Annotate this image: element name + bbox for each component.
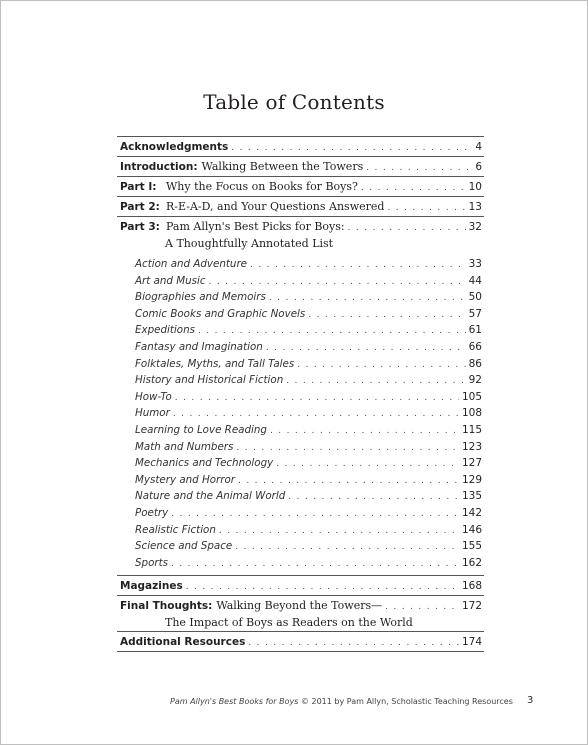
entry-text: Pam Allyn's Best Picks for Boys: [166, 220, 345, 233]
entry-label: Magazines [120, 580, 183, 593]
page-number: 10 [468, 181, 482, 193]
toc-entry-part-2 [117, 197, 484, 216]
sub-entry-label: Sports [135, 556, 169, 569]
page-number: 50 [468, 291, 482, 304]
dot-leader [238, 473, 459, 489]
dot-leader [385, 598, 459, 615]
sub-entry-label: Science and Space [135, 540, 233, 553]
sub-entry-label: Mechanics and Technology [135, 457, 274, 470]
toc-entry-acknowledgments [117, 137, 484, 156]
page-number: 4 [475, 141, 482, 153]
sub-entry-label: How-To [135, 390, 172, 403]
sub-entry-label: Comic Books and Graphic Novels [135, 307, 306, 320]
dot-leader [236, 440, 459, 456]
sub-entry-label: History and Historical Fiction [135, 374, 284, 387]
page-number: 86 [468, 357, 482, 370]
footer-credit: © 2011 by Pam Allyn, Scholastic Teaching Resources [300, 697, 513, 706]
dot-leader [308, 307, 465, 323]
sub-entry-label: Art and Music [135, 274, 206, 287]
page-number: 174 [461, 636, 482, 649]
entry-label: Acknowledgments [120, 141, 229, 153]
divider [117, 651, 484, 652]
dot-leader [175, 390, 459, 406]
sub-entry-label: Fantasy and Imagination [135, 340, 263, 353]
entry-label: Additional Resources [120, 636, 246, 649]
dot-leader [231, 139, 472, 156]
dot-leader [171, 556, 459, 572]
toc-sub-entry [117, 455, 484, 472]
page-number: 172 [461, 600, 482, 613]
footer-book-title: Pam Allyn's Best Books for Boys [170, 697, 299, 706]
page-number: 162 [461, 556, 482, 569]
sub-entry-label: Realistic Fiction [135, 523, 216, 536]
page-number: 168 [461, 580, 482, 593]
page-number: 92 [468, 374, 482, 387]
toc-entry-part-1 [117, 177, 484, 196]
sub-entry-label: Folktales, Myths, and Tall Tales [135, 357, 295, 370]
entry-text: Why the Focus on Books for Boys? [166, 180, 358, 193]
toc-sub-entry [117, 372, 484, 389]
dot-leader [173, 406, 459, 422]
page-number: 108 [461, 407, 482, 420]
page-number: 146 [461, 523, 482, 536]
page-number: 155 [461, 540, 482, 553]
entry-label: Part 2: [120, 201, 160, 213]
sub-entry-label: Mystery and Horror [135, 473, 236, 486]
toc-sub-entry [117, 422, 484, 439]
dot-leader [235, 539, 459, 555]
toc-sub-entry [117, 389, 484, 406]
toc-sub-entry [117, 505, 484, 522]
sub-entry-label: Expeditions [135, 324, 195, 337]
sub-entry-label: Learning to Love Reading [135, 423, 267, 436]
dot-leader [266, 340, 466, 356]
sub-entry-label: Humor [135, 407, 170, 420]
entry-label: Part I: [120, 181, 157, 193]
page-number: 33 [468, 258, 482, 270]
sub-entry-label: Poetry [135, 506, 169, 519]
dot-leader [387, 199, 465, 216]
toc-sub-entry [117, 306, 484, 323]
page-number: 123 [461, 440, 482, 453]
entry-label: Part 3: [120, 221, 160, 233]
entry-continuation: A Thoughtfully Annotated List [165, 237, 334, 250]
entry-label: Introduction: [120, 161, 198, 173]
dot-leader [276, 456, 459, 472]
page-number: 127 [461, 457, 482, 470]
dot-leader [219, 523, 459, 539]
page-footer [170, 697, 513, 706]
dot-leader [348, 219, 466, 236]
toc-sub-entry [117, 405, 484, 422]
dot-leader [209, 274, 466, 290]
table-of-contents [117, 136, 484, 652]
dot-leader [270, 423, 459, 439]
page-number: 105 [461, 390, 482, 403]
entry-text: Walking Beyond the Towers— [216, 599, 383, 613]
dot-leader [366, 159, 472, 176]
entry-continuation: The Impact of Boys as Readers on the World [165, 616, 413, 630]
page-number: 135 [461, 490, 482, 503]
page-number: 13 [468, 201, 482, 213]
toc-sub-entry [117, 555, 484, 572]
dot-leader [297, 357, 465, 373]
toc-sub-entry [117, 439, 484, 456]
dot-leader [286, 373, 465, 389]
page-number: 57 [468, 307, 482, 320]
page-number: 142 [461, 506, 482, 519]
dot-leader [269, 290, 466, 306]
toc-sub-entry [117, 322, 484, 339]
dot-leader [288, 489, 459, 505]
entry-text: Walking Between the Towers [201, 160, 364, 173]
sub-entry-label: Biographies and Memoirs [135, 291, 266, 304]
page-number: 61 [468, 324, 482, 337]
toc-entry-magazines [117, 576, 484, 595]
page-number: 129 [461, 473, 482, 486]
toc-sub-entry [117, 256, 484, 273]
entry-text: R-E-A-D, and Your Questions Answered [166, 200, 385, 213]
toc-entry-additional-resources [117, 632, 484, 651]
toc-sub-entry [117, 339, 484, 356]
sub-entries-list [117, 256, 484, 571]
dot-leader [198, 323, 466, 339]
dot-leader [361, 179, 466, 196]
dot-leader [248, 634, 459, 651]
sub-entry-label: Nature and the Animal World [135, 490, 286, 503]
page-title: Table of Contents [203, 90, 385, 114]
toc-entry-part-3 [117, 217, 484, 236]
page-number: 66 [468, 340, 482, 353]
page-number: 32 [468, 221, 482, 233]
toc-entry-introduction [117, 157, 484, 176]
toc-sub-entry [117, 522, 484, 539]
dot-leader [250, 257, 466, 273]
page-number: 6 [475, 161, 482, 173]
toc-sub-entry [117, 289, 484, 306]
toc-sub-entry [117, 538, 484, 555]
toc-sub-entry [117, 356, 484, 373]
entry-label: Final Thoughts: [120, 600, 213, 613]
page-number: 44 [468, 274, 482, 287]
toc-sub-entry [117, 273, 484, 290]
dot-leader [186, 578, 459, 595]
toc-sub-entry [117, 472, 484, 489]
sub-entry-label: Math and Numbers [135, 440, 234, 453]
sub-entry-label: Action and Adventure [135, 258, 248, 270]
footer-page-number: 3 [527, 695, 534, 706]
dot-leader [171, 506, 459, 522]
page-number: 115 [461, 423, 482, 436]
toc-entry-final-thoughts [117, 596, 484, 615]
toc-sub-entry [117, 488, 484, 505]
